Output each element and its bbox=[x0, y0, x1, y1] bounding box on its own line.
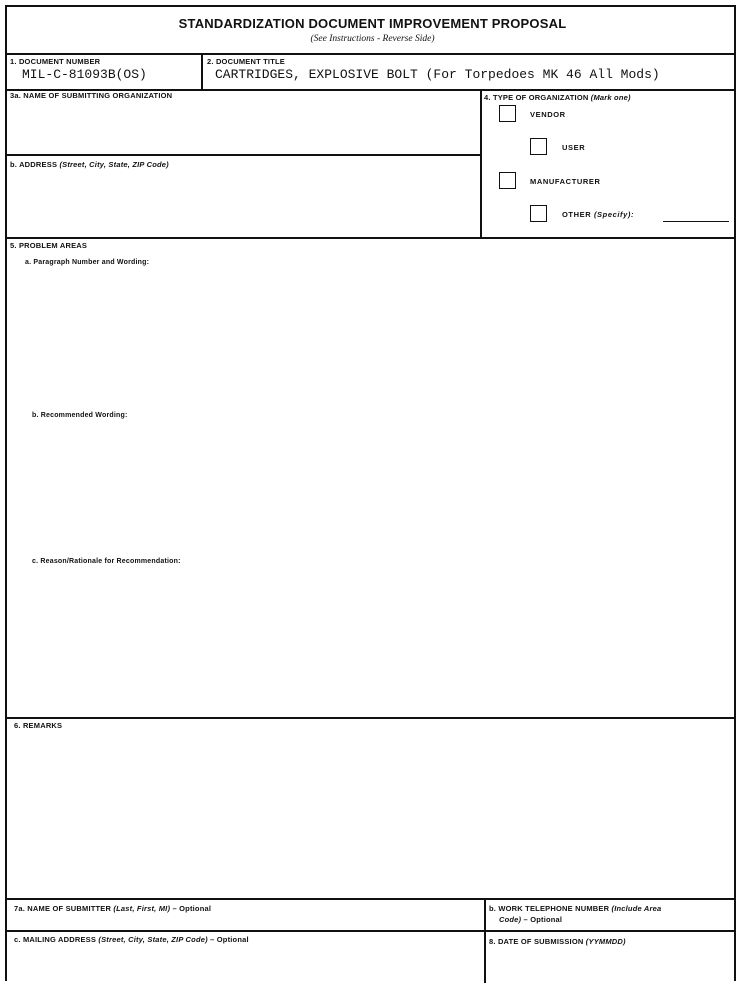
problem-c-field[interactable] bbox=[32, 568, 727, 713]
phone-suffix: – Optional bbox=[523, 915, 563, 924]
remarks-label: 6. REMARKS bbox=[14, 721, 63, 730]
problem-c-label: c. Reason/Rationale for Recommendation: bbox=[32, 558, 181, 565]
phone-label-line2 bbox=[499, 915, 562, 924]
problem-b-label: b. Recommended Wording: bbox=[32, 412, 128, 419]
org-type-label-text: 4. TYPE OF ORGANIZATION bbox=[484, 93, 589, 102]
submitter-suffix: – Optional bbox=[172, 904, 212, 913]
form-subtitle: (See Instructions - Reverse Side) bbox=[310, 34, 435, 44]
submitter-label-text: 7a. NAME OF SUBMITTER bbox=[14, 904, 112, 913]
mailing-hint: (Street, City, State, ZIP Code) bbox=[98, 935, 208, 944]
rule-v-org bbox=[480, 89, 482, 237]
org-type-label bbox=[484, 93, 631, 102]
rule-3a bbox=[7, 154, 480, 156]
problem-b-field[interactable] bbox=[32, 422, 727, 552]
sdip-form bbox=[5, 5, 736, 981]
mailing-label-text: c. MAILING ADDRESS bbox=[14, 935, 97, 944]
manufacturer-checkbox[interactable] bbox=[499, 172, 516, 189]
other-hint: (Specify): bbox=[593, 210, 635, 219]
problem-a-label: a. Paragraph Number and Wording: bbox=[25, 259, 150, 266]
phone-label-text: b. WORK TELEPHONE NUMBER bbox=[489, 904, 610, 913]
doc-number-label: 1. DOCUMENT NUMBER bbox=[10, 57, 101, 66]
mailing-label bbox=[14, 935, 249, 944]
form-title: STANDARDIZATION DOCUMENT IMPROVEMENT PROPOSAL bbox=[178, 16, 567, 31]
org-name-label: 3a. NAME OF SUBMITTING ORGANIZATION bbox=[10, 91, 173, 100]
org-name-field[interactable] bbox=[10, 103, 476, 151]
date-label-text: 8. DATE OF SUBMISSION bbox=[489, 937, 584, 946]
manufacturer-label: MANUFACTURER bbox=[530, 177, 601, 186]
date-hint: (YYMMDD) bbox=[585, 937, 626, 946]
mailing-field[interactable] bbox=[14, 947, 480, 981]
user-checkbox[interactable] bbox=[530, 138, 547, 155]
problem-a-field[interactable] bbox=[25, 269, 725, 404]
submitter-label bbox=[14, 904, 211, 913]
address-label bbox=[10, 160, 169, 169]
date-field[interactable] bbox=[489, 949, 729, 981]
doc-title-value[interactable]: CARTRIDGES, EXPLOSIVE BOLT (For Torpedoes MK 46 All Mods) bbox=[215, 67, 660, 82]
other-checkbox[interactable] bbox=[530, 205, 547, 222]
other-specify-line[interactable] bbox=[663, 221, 729, 222]
mailing-suffix: – Optional bbox=[210, 935, 249, 944]
address-hint: (Street, City, State, ZIP Code) bbox=[59, 160, 169, 169]
phone-hint: (Include Area bbox=[611, 904, 662, 913]
remarks-field[interactable] bbox=[14, 733, 729, 895]
rule-row3 bbox=[7, 237, 734, 239]
rule-6 bbox=[7, 898, 734, 900]
doc-number-value[interactable]: MIL-C-81093B(OS) bbox=[22, 67, 147, 82]
other-label bbox=[562, 210, 634, 219]
other-label-text: OTHER bbox=[562, 210, 592, 219]
user-label: USER bbox=[562, 143, 586, 152]
vendor-checkbox[interactable] bbox=[499, 105, 516, 122]
address-field[interactable] bbox=[10, 172, 476, 234]
date-label bbox=[489, 937, 626, 946]
phone-label bbox=[489, 904, 661, 913]
rule-v-bottom bbox=[484, 898, 486, 983]
rule-header bbox=[7, 53, 734, 55]
submitter-hint: (Last, First, MI) bbox=[113, 904, 171, 913]
rule-v-row1 bbox=[201, 53, 203, 89]
rule-7a bbox=[7, 930, 734, 932]
problem-areas-label: 5. PROBLEM AREAS bbox=[10, 241, 88, 250]
vendor-label: VENDOR bbox=[530, 110, 566, 119]
rule-5 bbox=[7, 717, 734, 719]
address-label-text: b. ADDRESS bbox=[10, 160, 58, 169]
org-type-hint: (Mark one) bbox=[590, 93, 631, 102]
doc-title-label: 2. DOCUMENT TITLE bbox=[207, 57, 285, 66]
phone-hint2: Code) bbox=[499, 915, 522, 924]
